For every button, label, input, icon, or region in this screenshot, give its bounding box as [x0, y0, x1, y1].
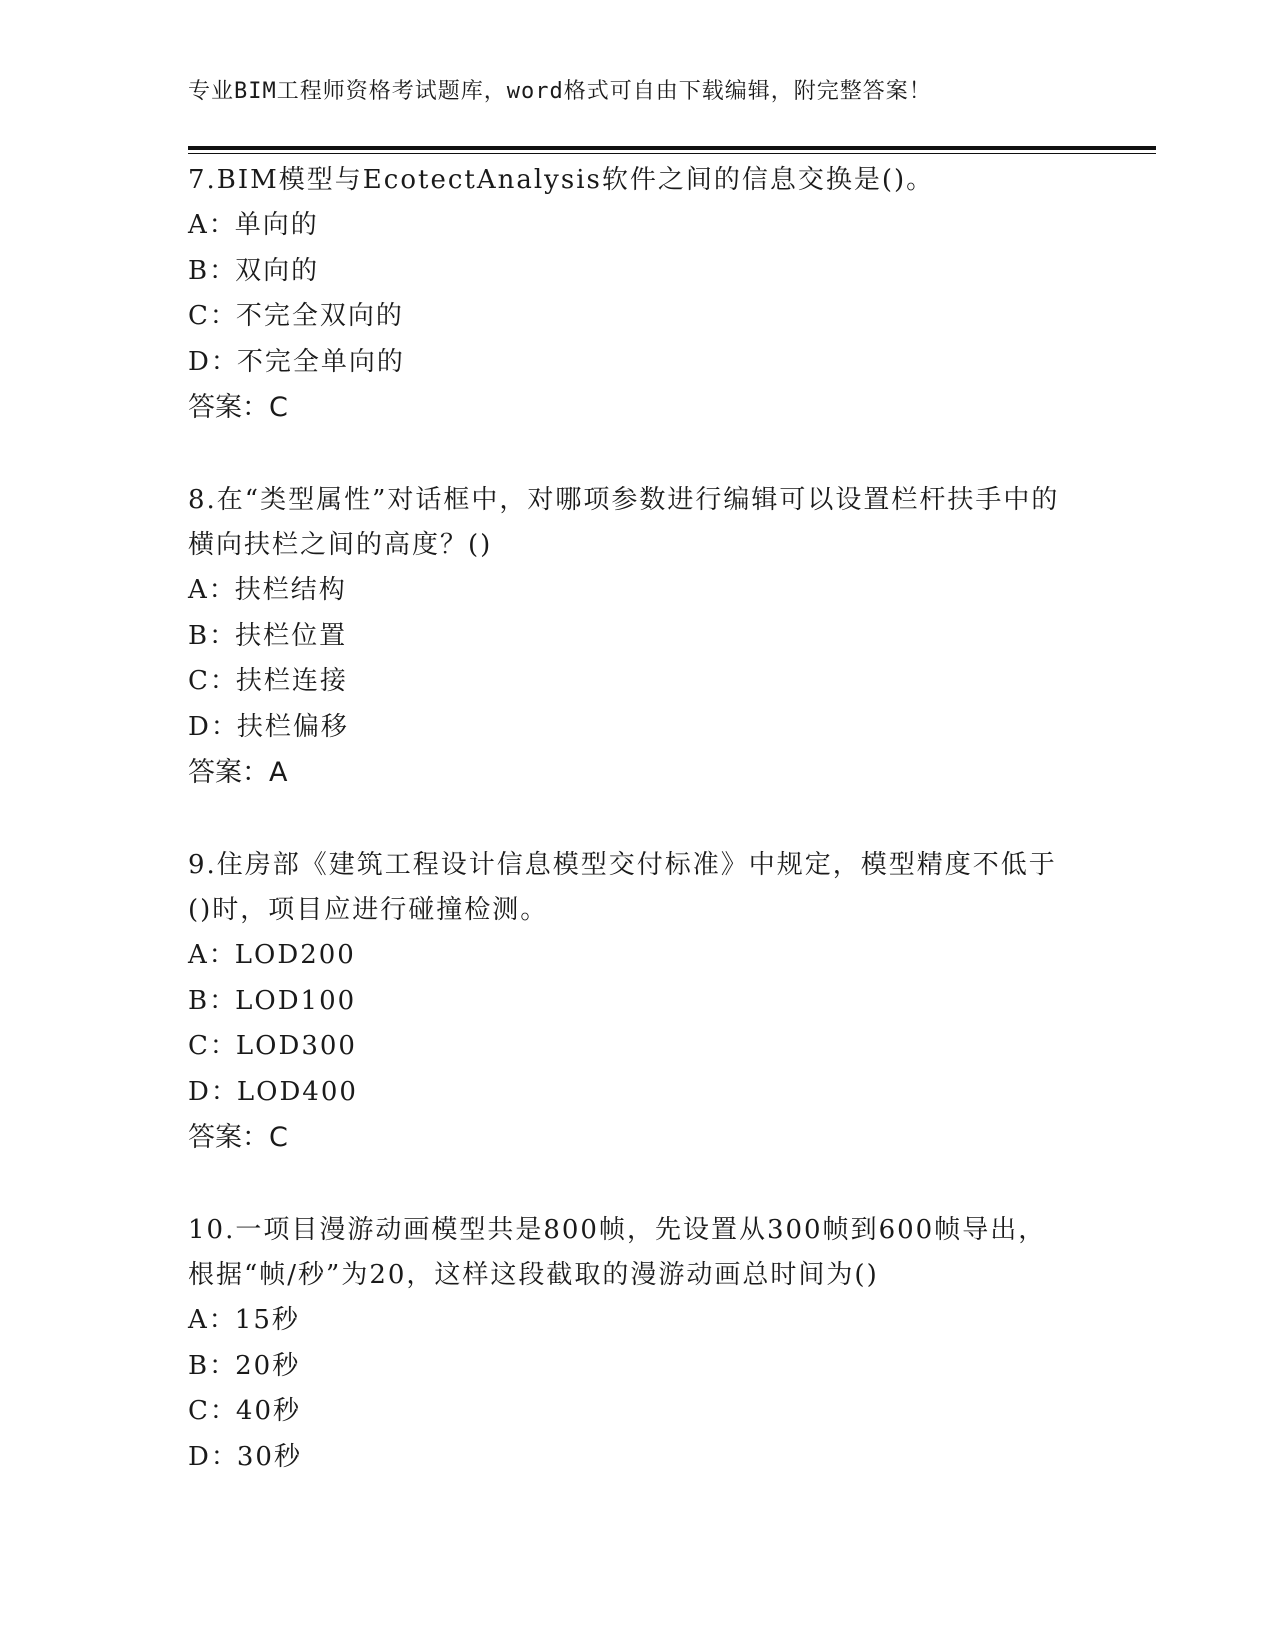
page-header: 专业BIM工程师资格考试题库，word格式可自由下载编辑，附完整答案！	[188, 79, 932, 104]
answer-value: C	[269, 392, 288, 423]
option-d: D：不完全单向的	[188, 340, 1068, 386]
header-rule-thin	[188, 153, 1156, 154]
question-8	[188, 478, 1068, 796]
option-c: C：40秒	[188, 1389, 1068, 1435]
option-d: D：LOD400	[188, 1070, 1068, 1116]
option-a: A：LOD200	[188, 933, 1068, 979]
question-7	[188, 158, 1068, 431]
option-text: 20秒	[235, 1350, 301, 1381]
header-rule-thick	[188, 146, 1156, 150]
answer-label: 答案：	[188, 757, 269, 788]
option-letter: D	[188, 1076, 211, 1107]
option-c: C：不完全双向的	[188, 294, 1068, 340]
option-c: C：LOD300	[188, 1024, 1068, 1070]
option-text: 不完全单向的	[236, 346, 405, 377]
option-letter: A	[188, 940, 209, 970]
option-d: D：30秒	[188, 1435, 1068, 1481]
option-a: A：扶栏结构	[188, 568, 1068, 614]
option-text: LOD300	[235, 1031, 357, 1061]
option-text: LOD200	[234, 940, 356, 970]
option-letter: B	[188, 620, 210, 651]
question-stem: 9.住房部《建筑工程设计信息模型交付标准》中规定，模型精度不低于()时，项目应进行碰撞检测。	[188, 850, 1057, 925]
option-letter: A	[188, 575, 209, 605]
option-letter: D	[188, 1441, 211, 1472]
option-letter: D	[188, 711, 211, 742]
option-letter: A	[188, 1305, 209, 1335]
question-stem: 7.BIM模型与EcotectAnalysis软件之间的信息交换是()。	[188, 165, 935, 195]
option-text: 扶栏结构	[234, 575, 347, 605]
question-stem: 10.一项目漫游动画模型共是800帧，先设置从300帧到600帧导出，根据“帧/秒”为20，这样这段截取的漫游动画总时间为()	[188, 1215, 1047, 1290]
answer-value: C	[269, 1122, 288, 1153]
option-text: 扶栏位置	[235, 620, 348, 651]
option-text: LOD100	[235, 985, 357, 1016]
option-b: B：扶栏位置	[188, 614, 1068, 660]
option-text: LOD400	[236, 1076, 358, 1107]
answer-label: 答案：	[188, 392, 269, 423]
question-9	[188, 843, 1068, 1161]
option-d: D：扶栏偏移	[188, 705, 1068, 751]
answer-label: 答案：	[188, 1122, 269, 1153]
option-letter: B	[188, 1350, 210, 1381]
option-text: 单向的	[234, 210, 319, 240]
option-letter: A	[188, 210, 209, 240]
option-letter: C	[188, 1031, 210, 1061]
option-text: 双向的	[235, 255, 320, 286]
option-text: 扶栏偏移	[236, 711, 349, 742]
question-stem: 8.在“类型属性”对话框中，对哪项参数进行编辑可以设置栏杆扶手中的横向扶栏之间的高度？()	[188, 485, 1060, 560]
option-text: 40秒	[235, 1396, 301, 1426]
option-letter: D	[188, 346, 211, 377]
answer-line	[188, 1115, 1068, 1161]
answer-line	[188, 385, 1068, 431]
question-10	[188, 1208, 1068, 1480]
option-text: 不完全双向的	[235, 301, 404, 331]
option-b: B：20秒	[188, 1344, 1068, 1390]
option-text: 扶栏连接	[235, 666, 348, 696]
option-letter: C	[188, 1396, 210, 1426]
option-letter: C	[188, 301, 210, 331]
question-list	[188, 158, 1068, 1527]
option-a: A：15秒	[188, 1298, 1068, 1344]
option-c: C：扶栏连接	[188, 659, 1068, 705]
option-letter: C	[188, 666, 210, 696]
option-text: 30秒	[236, 1441, 302, 1472]
answer-line	[188, 750, 1068, 796]
option-letter: B	[188, 255, 210, 286]
option-b: B：双向的	[188, 249, 1068, 295]
option-text: 15秒	[234, 1305, 300, 1335]
option-letter: B	[188, 985, 210, 1016]
option-a: A：单向的	[188, 203, 1068, 249]
answer-value: A	[269, 757, 288, 788]
option-b: B：LOD100	[188, 979, 1068, 1025]
